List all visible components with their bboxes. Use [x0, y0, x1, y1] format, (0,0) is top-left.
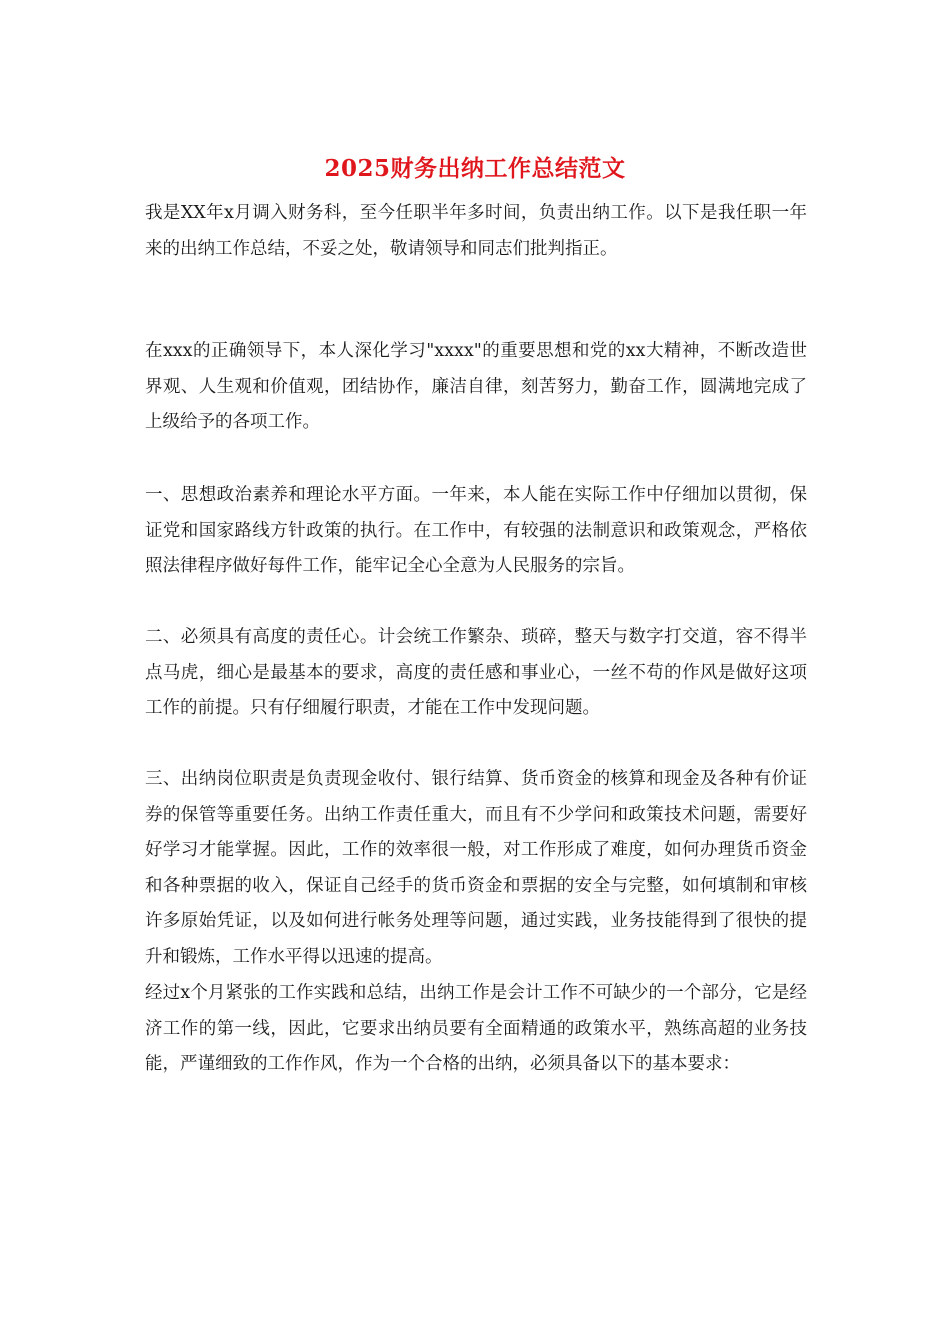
- paragraph-requirements: 经过x个月紧张的工作实践和总结，出纳工作是会计工作不可缺少的一个部分，它是经济工作的第一线，因此，它要求出纳员要有全面精通的政策水平，熟练高超的业务技能，严谨细致的工作作风，作为一个合格的出纳，必须具备以下的基本要求：: [145, 983, 807, 1074]
- document-title: 2025财务出纳工作总结范文: [324, 155, 626, 182]
- paragraph-section-one: 一、思想政治素养和理论水平方面。一年来，本人能在实际工作中仔细加以贯彻，保证党和国家路线方针政策的执行。在工作中，有较强的法制意识和政策观念，严格依照法律程序做好每件工作，能牢记全心全意为人民服务的宗旨。: [145, 485, 807, 576]
- paragraph-leadership: 在xxx的正确领导下，本人深化学习"xxxx"的重要思想和党的xx大精神，不断改造世界观、人生观和价值观，团结协作，廉洁自律，刻苦努力，勤奋工作，圆满地完成了上级给予的各项工作。: [145, 341, 807, 432]
- paragraph-section-three: 三、出纳岗位职责是负责现金收付、银行结算、货币资金的核算和现金及各种有价证券的保管等重要任务。出纳工作责任重大，而且有不少学问和政策技术问题，需要好好学习才能掌握。因此，工作的效率很一般，对工作形成了难度，如何办理货币资金和各种票据的收入，保证自己经手的货币资金和票据的安全与完整，如何填制和审核许多原始凭证，以及如何进行帐务处理等问题，通过实践，业务技能得到了很快的提升和锻炼，工作水平得以迅速的提高。: [145, 769, 807, 967]
- paragraph-section-two: 二、必须具有高度的责任心。计会统工作繁杂、琐碎，整天与数字打交道，容不得半点马虎，细心是最基本的要求，高度的责任感和事业心，一丝不苟的作风是做好这项工作的前提。只有仔细履行职责，才能在工作中发现问题。: [145, 627, 807, 718]
- paragraph-intro: 我是XX年x月调入财务科，至今任职半年多时间，负责出纳工作。以下是我任职一年来的出纳工作总结，不妥之处，敬请领导和同志们批判指正。: [145, 203, 807, 259]
